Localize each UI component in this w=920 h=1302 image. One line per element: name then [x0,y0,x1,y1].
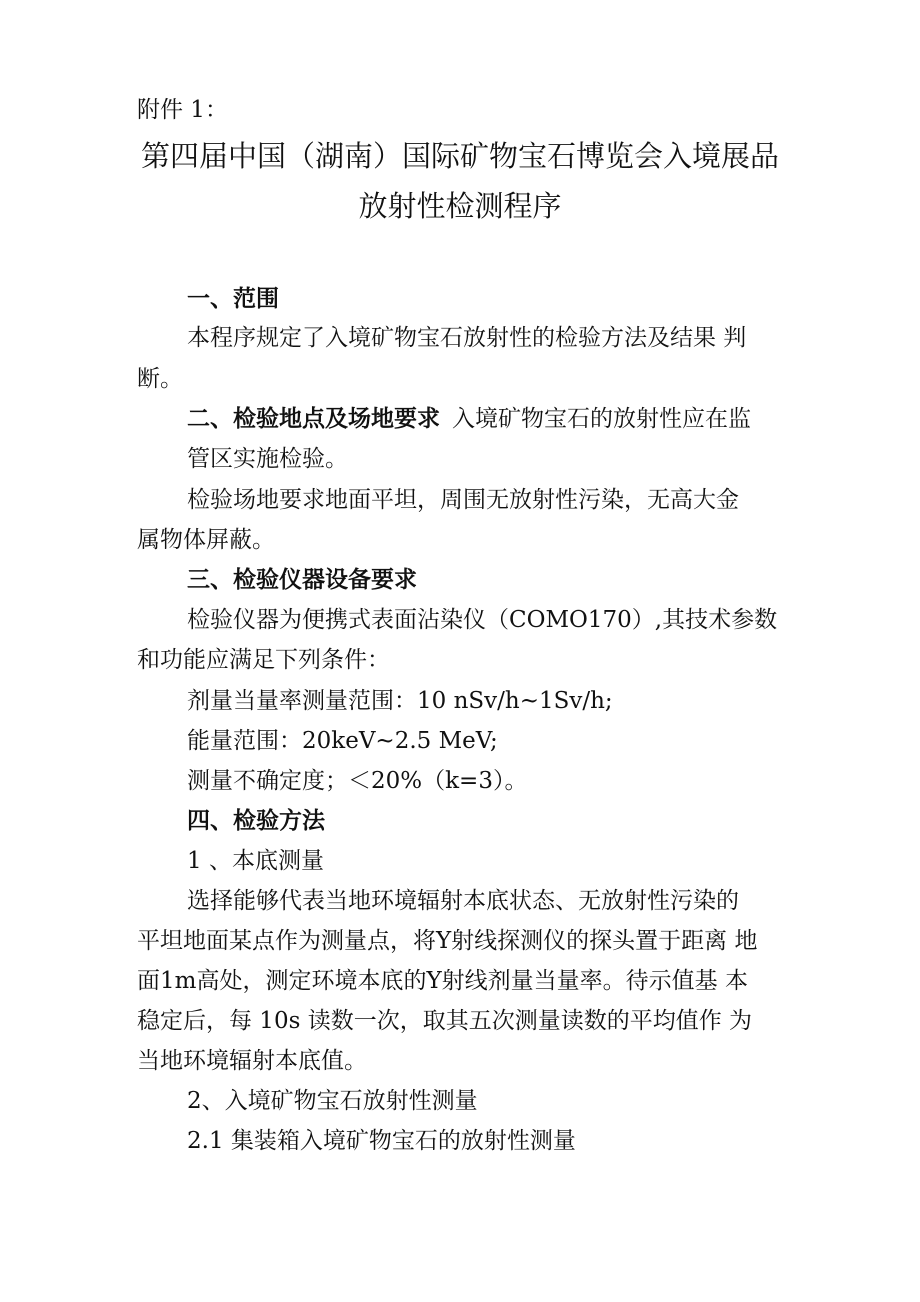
section3-line5: 测量不确定度；＜20%（k=3）。 [187,768,528,794]
document-title-line2: 放射性检测程序 [358,189,562,223]
section3-heading: 三、检验仪器设备要求 [187,567,417,593]
section4-sub2-heading: 2、入境矿物宝石放射性测量 [187,1088,478,1114]
section4-sub1-line4: 稳定后，每 10s 读数一次，取其五次测量读数的平均值作 为 [137,1008,753,1034]
section1-text-line2: 断。 [137,366,183,392]
section4-sub1-line2: 平坦地面某点作为测量点，将Y射线探测仪的探头置于距离 地 [137,928,758,954]
section2-text-line1: 入境矿物宝石的放射性应在监 [452,406,751,432]
section4-sub1-line3: 面1m高处，测定环境本底的Y射线剂量当量率。待示值基 本 [137,968,748,994]
section4-sub1-heading: 1 、本底测量 [187,848,324,874]
section3-line4: 能量范围：20keV~2.5 MeV; [187,728,498,754]
section2-text-line3: 检验场地要求地面平坦，周围无放射性污染，无高大金 [187,487,739,513]
document-title-line1: 第四届中国（湖南）国际矿物宝石博览会入境展品 [140,139,779,173]
section1-text-line1: 本程序规定了入境矿物宝石放射性的检验方法及结果 判 [187,325,747,351]
section4-sub2-1-heading: 2.1 集装箱入境矿物宝石的放射性测量 [187,1128,576,1154]
section3-line3: 剂量当量率测量范围：10 nSv/h~1Sv/h; [187,688,613,714]
section2-text-line4: 属物体屏蔽。 [137,527,275,553]
section3-line2: 和功能应满足下列条件： [137,647,390,673]
section2-first-line [187,404,751,434]
section1-heading: 一、范围 [187,286,279,312]
section4-sub1-line1: 选择能够代表当地环境辐射本底状态、无放射性污染的 [187,888,739,914]
section4-heading: 四、检验方法 [187,808,325,834]
section2-heading: 二、检验地点及场地要求 [187,406,440,432]
attachment-label: 附件 1： [137,97,228,123]
section4-sub1-line5: 当地环境辐射本底值。 [137,1048,367,1074]
section2-text-line2: 管区实施检验。 [187,446,348,472]
section3-line1: 检验仪器为便携式表面沾染仪（COMO170）,其技术参数 [187,607,778,633]
